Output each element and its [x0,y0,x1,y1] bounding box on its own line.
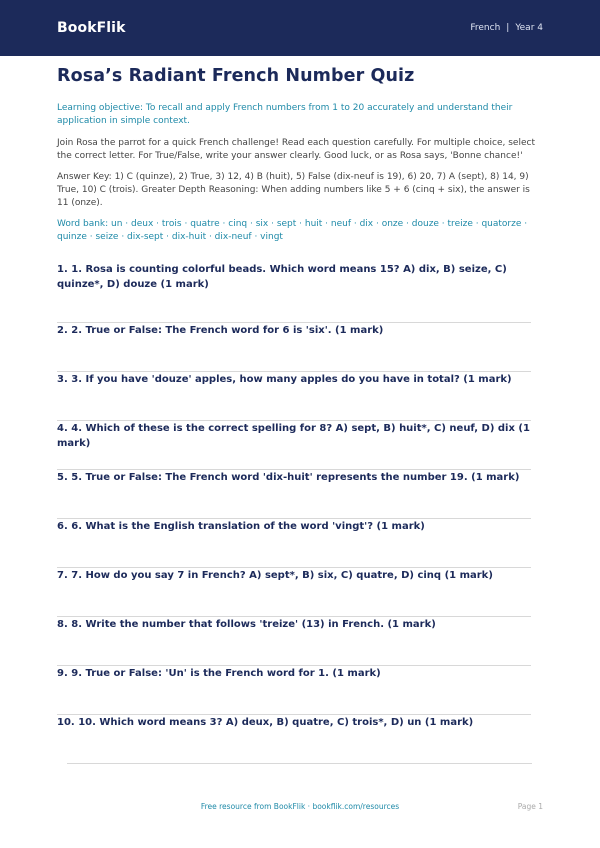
question-text: 8. 8. Write the number that follows 'treize' (13) in French. (1 mark) [57,619,436,630]
learning-objective: Learning objective: To recall and apply French numbers from 1 to 20 accurately and understand their application in simple context. [57,103,513,126]
year-label: Year 4 [515,23,543,33]
page-header [0,0,600,56]
question-text: 4. 4. Which of these is the correct spelling for 8? A) sept, B) huit*, C) neuf, D) dix (1 mark) [57,423,530,449]
page-footer [0,802,600,814]
question-text: 3. 3. If you have 'douze' apples, how many apples do you have in total? (1 mark) [57,374,512,385]
page-title: Rosa’s Radiant French Number Quiz [57,66,415,86]
question-item [57,519,543,567]
question-text: 1. 1. Rosa is counting colorful beads. Which word means 15? A) dix, B) seize, C) quinze*, D) douze (1 mark) [57,264,507,290]
footer-credit-link[interactable]: Free resource from BookFlik · bookflik.com/resources [200,802,400,811]
question-item [57,666,543,714]
question-item [57,262,543,322]
question-text: 6. 6. What is the English translation of the word 'vingt'? (1 mark) [57,521,425,532]
subject-label: French [470,23,501,33]
word-bank: Word bank: un · deux · trois · quatre · cinq · six · sept · huit · neuf · dix · onze · douze · treize · quatorze · quinze · seize · dix-sept · dix-huit · dix-neuf · vingt [57,219,528,242]
question-text: 2. 2. True or False: The French word for 6 is 'six'. (1 mark) [57,325,384,336]
question-item [57,323,543,371]
answer-key: Answer Key: 1) C (quinze), 2) True, 3) 12, 4) B (huit), 5) False (dix-neuf is 19), 6) 20, 7) A (sept), 8) 14, 9) True, 10) C (trois). Greater Depth Reasoning: When adding numbers like 5 + 6 (cinq + six), the answer is 11 (onze). [57,172,530,208]
brand-logo[interactable]: BookFlik [57,20,126,36]
question-item [57,372,543,420]
answer-line[interactable] [67,763,532,764]
question-item [57,470,543,518]
question-text: 5. 5. True or False: The French word 'dix-huit' represents the number 19. (1 mark) [57,472,520,483]
worksheet-content [57,66,543,763]
question-item [57,421,543,469]
question-text: 9. 9. True or False: 'Un' is the French word for 1. (1 mark) [57,668,381,679]
question-item [57,568,543,616]
question-list [57,262,543,763]
subject-year [470,23,543,33]
instructions: Join Rosa the parrot for a quick French challenge! Read each question carefully. For multiple choice, select the correct letter. For True/False, write your answer clearly. Good luck, or as Rosa says, 'Bonne chance!' [57,138,535,161]
question-item [57,715,543,763]
question-text: 7. 7. How do you say 7 in French? A) sept*, B) six, C) quatre, D) cinq (1 mark) [57,570,493,581]
page-number: Page 1 [517,802,543,811]
question-item [57,617,543,665]
meta-separator: | [506,23,510,33]
question-text: 10. 10. Which word means 3? A) deux, B) quatre, C) trois*, D) un (1 mark) [57,717,474,728]
